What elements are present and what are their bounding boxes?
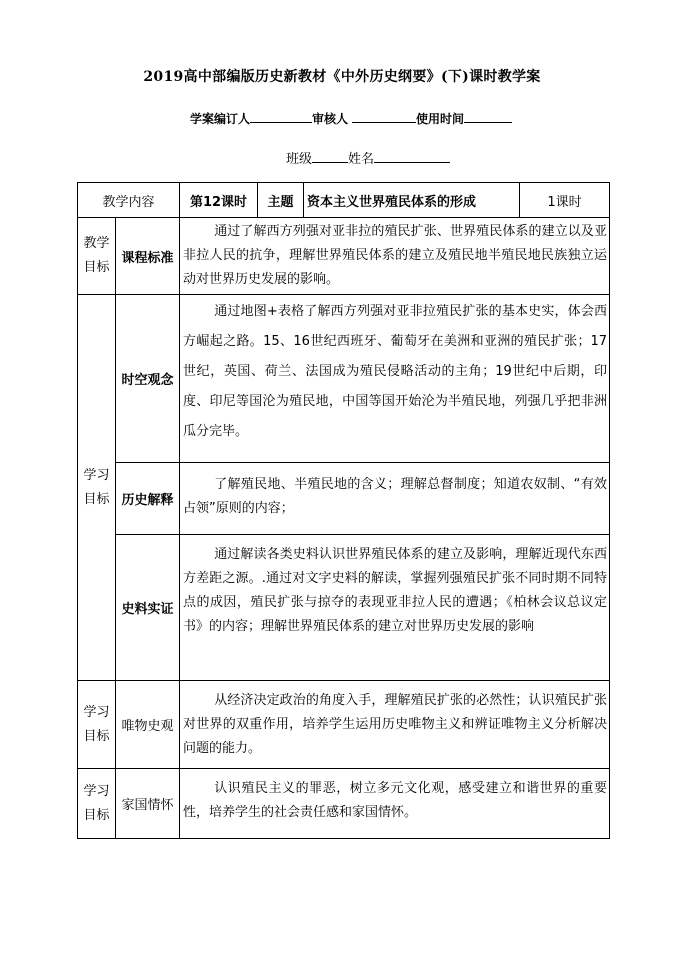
row-label-curriculum-standard: 课程标准 [116,218,180,295]
row-content-evidence [180,535,610,681]
class-hours: 1课时 [520,183,610,218]
editor-blank [250,110,312,123]
table-row [78,463,610,535]
class-blank [312,150,348,163]
lesson-number: 第12课时 [180,183,258,218]
lesson-plan-table [77,182,610,839]
table-row [78,681,610,769]
row-label-historical-interpretation: 历史解释 [116,463,180,535]
table-row [78,535,610,681]
row-label-materialism: 唯物史观 [116,681,180,769]
time-blank [464,110,512,123]
row-content-historical-interpretation [180,463,610,535]
name-blank [374,150,450,163]
row-label-patriotism: 家国情怀 [116,769,180,839]
group-label-learning-goal-3 [78,769,116,839]
editor-info-line [190,110,512,127]
table-header-row [78,183,610,218]
teaching-content-label: 教学内容 [78,183,180,218]
row-label-evidence: 史料实证 [116,535,180,681]
table-row [78,218,610,295]
topic-label: 主题 [258,183,304,218]
row-text: 从经济决定政治的角度入手，理解殖民扩张的必然性；认识殖民扩张对世界的双重作用，培养学生运用历史唯物主义和辨证唯物主义分析解决问题的能力。 [183,693,608,756]
group-label-text: 教学目标 [83,236,110,275]
table-row [78,769,610,839]
group-label-text: 学习目标 [83,783,110,823]
group-label-learning-goal [78,295,116,681]
reviewer-blank [352,110,416,123]
row-content-curriculum-standard [180,218,610,295]
row-content-materialism [180,681,610,769]
row-text: 了解殖民地、半殖民地的含义；理解总督制度；知道农奴制、“有效占领”原则的内容； [183,477,608,516]
row-text: 通过解读各类史料认识世界殖民体系的建立及影响，理解近现代东西方差距之源。.通过对文字史料的解读，掌握列强殖民扩张不同时期不同特点的成因，殖民扩张与掠夺的表现亚非拉人民的遭遇；《柏林会议总议定书》的内容；理解世界殖民体系的建立对世界历史发展的影响 [183,547,608,634]
row-label-spacetime: 时空观念 [116,295,180,463]
document-title: 2019高中部编版历史新教材《中外历史纲要》(下)课时教学案 [143,69,541,85]
group-label-learning-goal-2 [78,681,116,769]
row-content-spacetime [180,295,610,463]
row-text: 通过地图+表格了解西方列强对亚非拉殖民扩张的基本史实，体会西方崛起之路。15、16世纪西班牙、葡萄牙在美洲和亚洲的殖民扩张；17世纪，英国、荷兰、法国成为殖民侵略活动的主角；19世纪中后期，印度、印尼等国沦为殖民地，中国等国开始沦为半殖民地，列强几乎把非洲瓜分完毕。 [183,304,608,439]
row-content-patriotism [180,769,610,839]
class-name-line [286,148,450,167]
name-label: 姓名 [348,152,375,167]
table-row [78,295,610,463]
reviewer-label: 审核人 [312,112,349,126]
row-text: 通过了解西方列强对亚非拉的殖民扩张、世界殖民体系的建立以及亚非拉人民的抗争，理解世界殖民体系的建立及殖民地半殖民地民族独立运动对世界历史发展的影响。 [183,224,608,287]
topic-title: 资本主义世界殖民体系的形成 [304,183,520,218]
group-label-teaching-goal [78,218,116,295]
group-label-text: 学习目标 [83,467,110,507]
class-label: 班级 [286,152,313,167]
row-text: 认识殖民主义的罪恶，树立多元文化观，感受建立和谐世界的重要性，培养学生的社会责任感和家国情怀。 [183,781,608,820]
time-label: 使用时间 [416,112,465,126]
editor-label: 学案编订人 [190,112,251,126]
group-label-text: 学习目标 [83,704,110,744]
